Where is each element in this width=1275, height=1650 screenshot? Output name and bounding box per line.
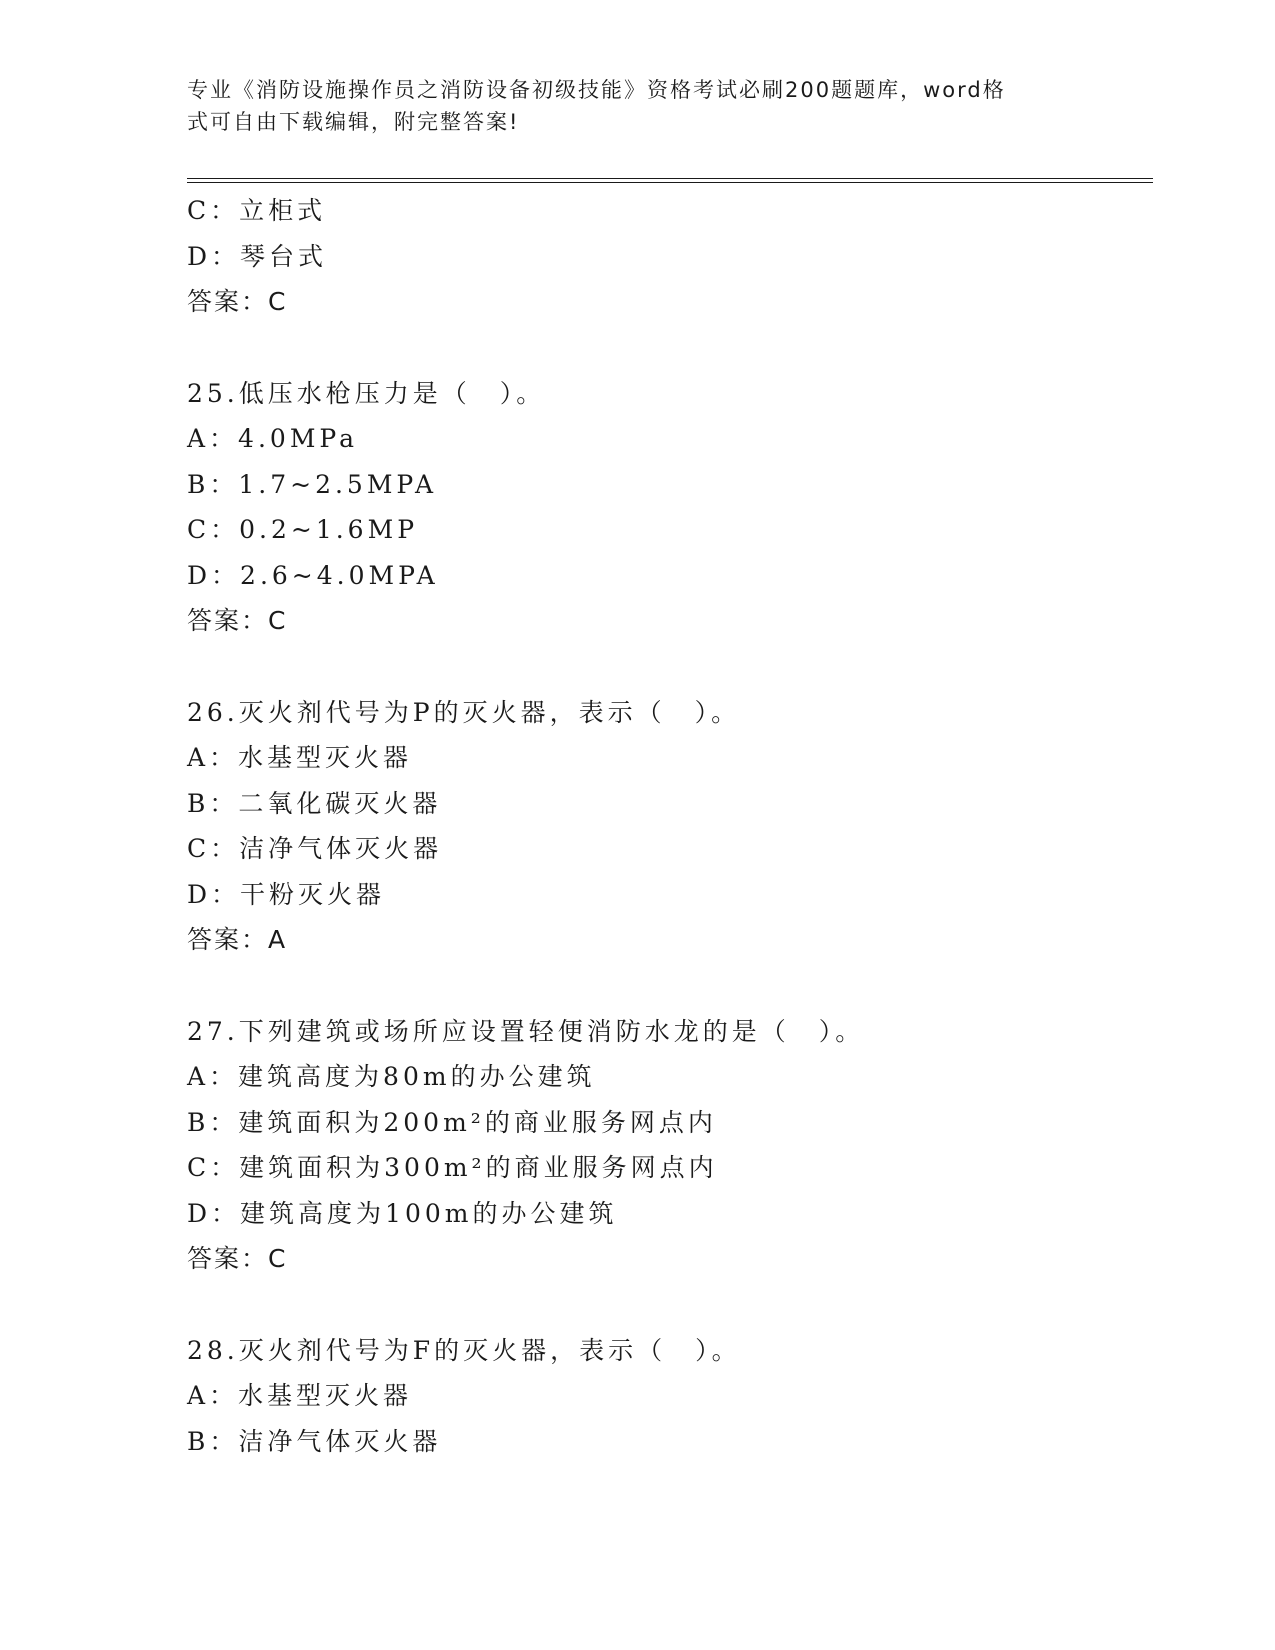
spacer [187,325,1147,371]
question-fragment [187,188,1147,325]
option-c: C：建筑面积为300m²的商业服务网点内 [187,1153,718,1182]
question-list [187,188,1147,1464]
option-b: B：二氧化碳灭火器 [187,788,442,818]
option-c: C：立柜式 [187,196,327,225]
question-28 [187,1328,1147,1465]
header-line-2: 式可自由下载编辑，附完整答案! [187,110,520,134]
document-header [187,74,1087,138]
answer-line: 答案：C [187,606,288,635]
question-stem: 27.下列建筑或场所应设置轻便消防水龙的是（ ）。 [187,1016,865,1046]
option-d: D：建筑高度为100m的办公建筑 [187,1198,618,1228]
question-26 [187,690,1147,963]
answer-line: 答案：C [187,1244,288,1273]
option-d: D：2.6~4.0MPA [187,560,439,590]
header-line-1: 专业《消防设施操作员之消防设备初级技能》资格考试必刷200题题库，word格 [187,78,1006,102]
spacer [187,963,1147,1009]
header-divider [187,178,1153,183]
option-d: D：琴台式 [187,241,328,271]
option-a: A：水基型灭火器 [187,1381,413,1410]
spacer [187,1282,1147,1328]
question-stem: 25.低压水枪压力是（ ）。 [187,378,546,408]
answer-line: 答案：C [187,287,288,316]
option-c: C：洁净气体灭火器 [187,834,443,863]
option-b: B：洁净气体灭火器 [187,1426,442,1456]
option-b: B：建筑面积为200m²的商业服务网点内 [187,1107,717,1137]
option-c: C：0.2~1.6MP [187,515,419,544]
option-a: A：建筑高度为80m的办公建筑 [187,1062,596,1091]
option-a: A：4.0MPa [187,424,359,453]
question-25 [187,371,1147,644]
question-27 [187,1009,1147,1282]
option-d: D：干粉灭火器 [187,879,386,909]
answer-line: 答案：A [187,925,288,954]
option-b: B：1.7~2.5MPA [187,469,438,499]
option-a: A：水基型灭火器 [187,743,413,772]
spacer [187,644,1147,690]
question-stem: 28.灭火剂代号为F的灭火器，表示（ ）。 [187,1335,741,1365]
question-stem: 26.灭火剂代号为P的灭火器，表示（ ）。 [187,697,741,727]
